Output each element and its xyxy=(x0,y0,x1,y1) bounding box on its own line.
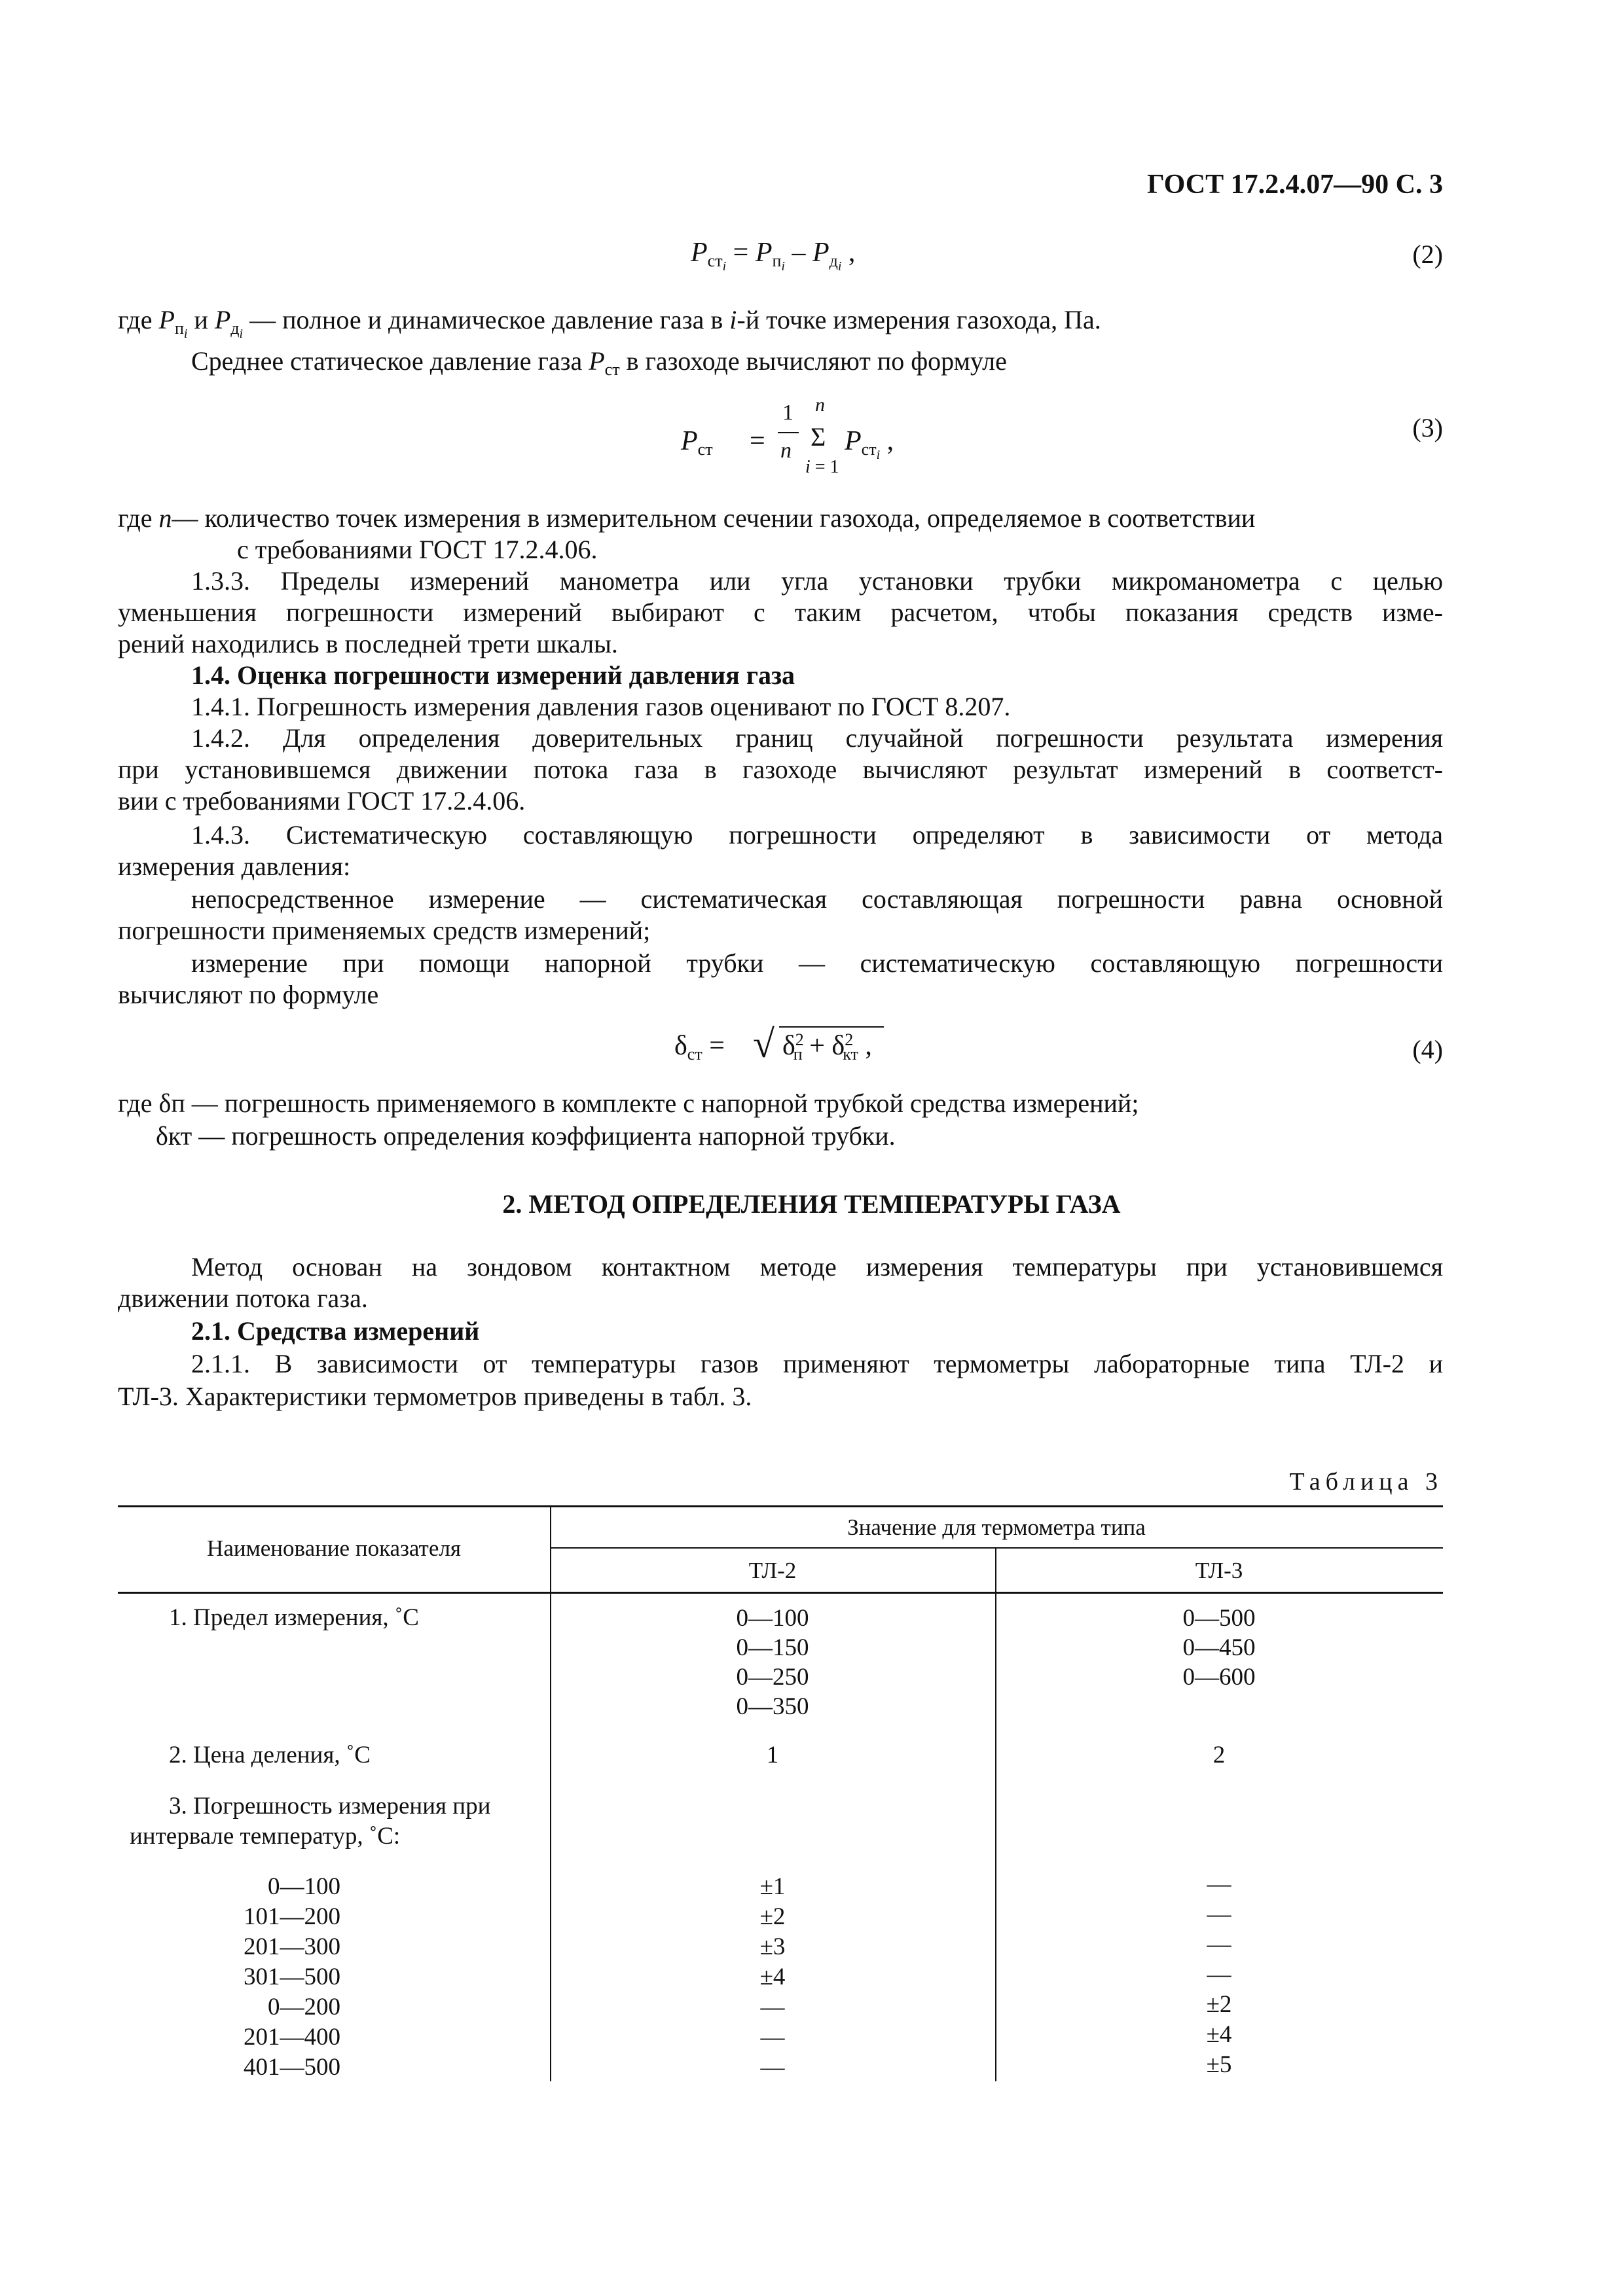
section-2-intro-line1: Метод основан на зондовом контактном методе измерения температуры при установившемся xyxy=(191,1252,1443,1282)
row2-tl2: 1 xyxy=(766,1742,779,1768)
row1-tl2: 0—100 0—150 0—250 0—350 xyxy=(736,1605,809,1720)
section-2-intro-line2: движении потока газа. xyxy=(118,1283,368,1313)
para-1-4-3-line2: измерения давления: xyxy=(118,852,351,881)
header-tl3: ТЛ-3 xyxy=(1195,1558,1243,1583)
row1-tl3: 0—500 0—450 0—600 xyxy=(1182,1605,1256,1691)
header-tl2: ТЛ-2 xyxy=(748,1558,797,1583)
row2-tl3: 2 xyxy=(1213,1742,1226,1768)
row3-tl2: ±1 ±2 ±3 ±4 — — — xyxy=(759,1873,786,2081)
formula-2-number: (2) xyxy=(1412,240,1443,269)
para-1-4-1: 1.4.1. Погрешность измерения давления газов оценивают по ГОСТ 8.207. xyxy=(191,692,1011,721)
row3-label-line2: интервале температур, ˚С: xyxy=(130,1823,401,1850)
formula-4-number: (4) xyxy=(1412,1035,1443,1064)
para-1-3-3-line2: уменьшения погрешности измерений выбирают с таким расчетом, чтобы показания средств изме- xyxy=(118,598,1443,627)
header-group: Значение для термометра типа xyxy=(847,1515,1146,1540)
para-tube-line1: измерение при помощи напорной трубки — систематическую составляющую погрешности xyxy=(191,948,1443,978)
formula-3-explanation-1: где n— количество точек измерения в измерительном сечении газохода, определяемое в соответствии xyxy=(118,503,1256,533)
formula-2-explanation: где $P_{п_i}$ и $P_{д_i}$ — полное и динамическое давление газа в i-й точке измерения газохода, Па. xyxy=(118,305,1101,341)
para-tube-line2: вычисляют по формуле xyxy=(118,980,379,1009)
formula-4-explanation-2: δкт — погрешность определения коэффициента напорной трубки. xyxy=(156,1121,896,1151)
formula-3-explanation-2: с требованиями ГОСТ 17.2.4.06. xyxy=(237,535,598,564)
page-header xyxy=(1147,169,1443,200)
row3-tl3: — — — — ±2 ±4 ±5 xyxy=(1206,1871,1232,2078)
row3-label-line1: 3. Погрешность измерения при xyxy=(169,1793,491,1820)
para-1-4-2-line3: вии с требованиями ГОСТ 17.2.4.06. xyxy=(118,786,526,816)
para-1-4-3-line1: 1.4.3. Систематическую составляющую погрешности определяют в зависимости от метода xyxy=(191,820,1443,850)
section-2-title: 2. МЕТОД ОПРЕДЕЛЕНИЯ ТЕМПЕРАТУРЫ ГАЗА xyxy=(502,1189,1121,1219)
para-direct-line1: непосредственное измерение — систематическая составляющая погрешности равна основной xyxy=(191,884,1443,914)
row1-label: 1. Предел измерения, ˚С xyxy=(169,1604,419,1631)
para-1-3-3-line1: 1.3.3. Пределы измерений манометра или угла установки трубки микроманометра с целью xyxy=(191,566,1443,596)
para-2-1-1-line2: ТЛ-3. Характеристики термометров приведены в табл. 3. xyxy=(118,1382,752,1411)
row2-label: 2. Цена деления, ˚С xyxy=(169,1742,371,1768)
header-code: ГОСТ 17.2.4.07—90 С. 3 xyxy=(1146,170,1443,200)
table-caption: Таблица 3 xyxy=(1289,1468,1443,1496)
table-3 xyxy=(118,1505,1443,2094)
heading-2-1: 2.1. Средства измерений xyxy=(191,1316,480,1346)
para-1-3-3-line3: рений находились в последней трети шкалы. xyxy=(118,629,618,658)
header-name: Наименование показателя xyxy=(207,1535,461,1561)
mean-static-text: Среднее статическое давление газа $P_{ст}$ в газоходе вычисляют по формуле xyxy=(191,346,1007,379)
formula-2: $P_{ст_i} = P_{п_i} - P_{д_i}$ , xyxy=(691,238,856,274)
para-2-1-1-line1: 2.1.1. В зависимости от температуры газов применяют термометры лабораторные типа ТЛ-2 и xyxy=(191,1349,1443,1378)
formula-3-number: (3) xyxy=(1412,413,1443,442)
para-1-4-2-line1: 1.4.2. Для определения доверительных границ случайной погрешности результата измерения xyxy=(191,723,1443,753)
row3-intervals: 0—100 101—200 201—300 301—500 0—200 201—400 401—500 xyxy=(244,1873,340,2081)
heading-1-4: 1.4. Оценка погрешности измерений давления газа xyxy=(191,660,795,690)
para-direct-line2: погрешности применяемых средств измерений; xyxy=(118,916,651,945)
formula-4: $\delta_{ст}$ = √ $\delta^2_п + \delta^2_{кт}$ , xyxy=(674,1021,910,1073)
formula-3: $P_{ст}$ = 1 n n Σ i = 1 $P_{ст_i}$ , xyxy=(681,394,894,477)
para-1-4-2-line2: при установившемся движении потока газа в газоходе вычисляют результат измерений в соответст- xyxy=(118,755,1443,784)
formula-4-explanation-1: где δп — погрешность применяемого в комплекте с напорной трубкой средства измерений; xyxy=(118,1088,1139,1118)
